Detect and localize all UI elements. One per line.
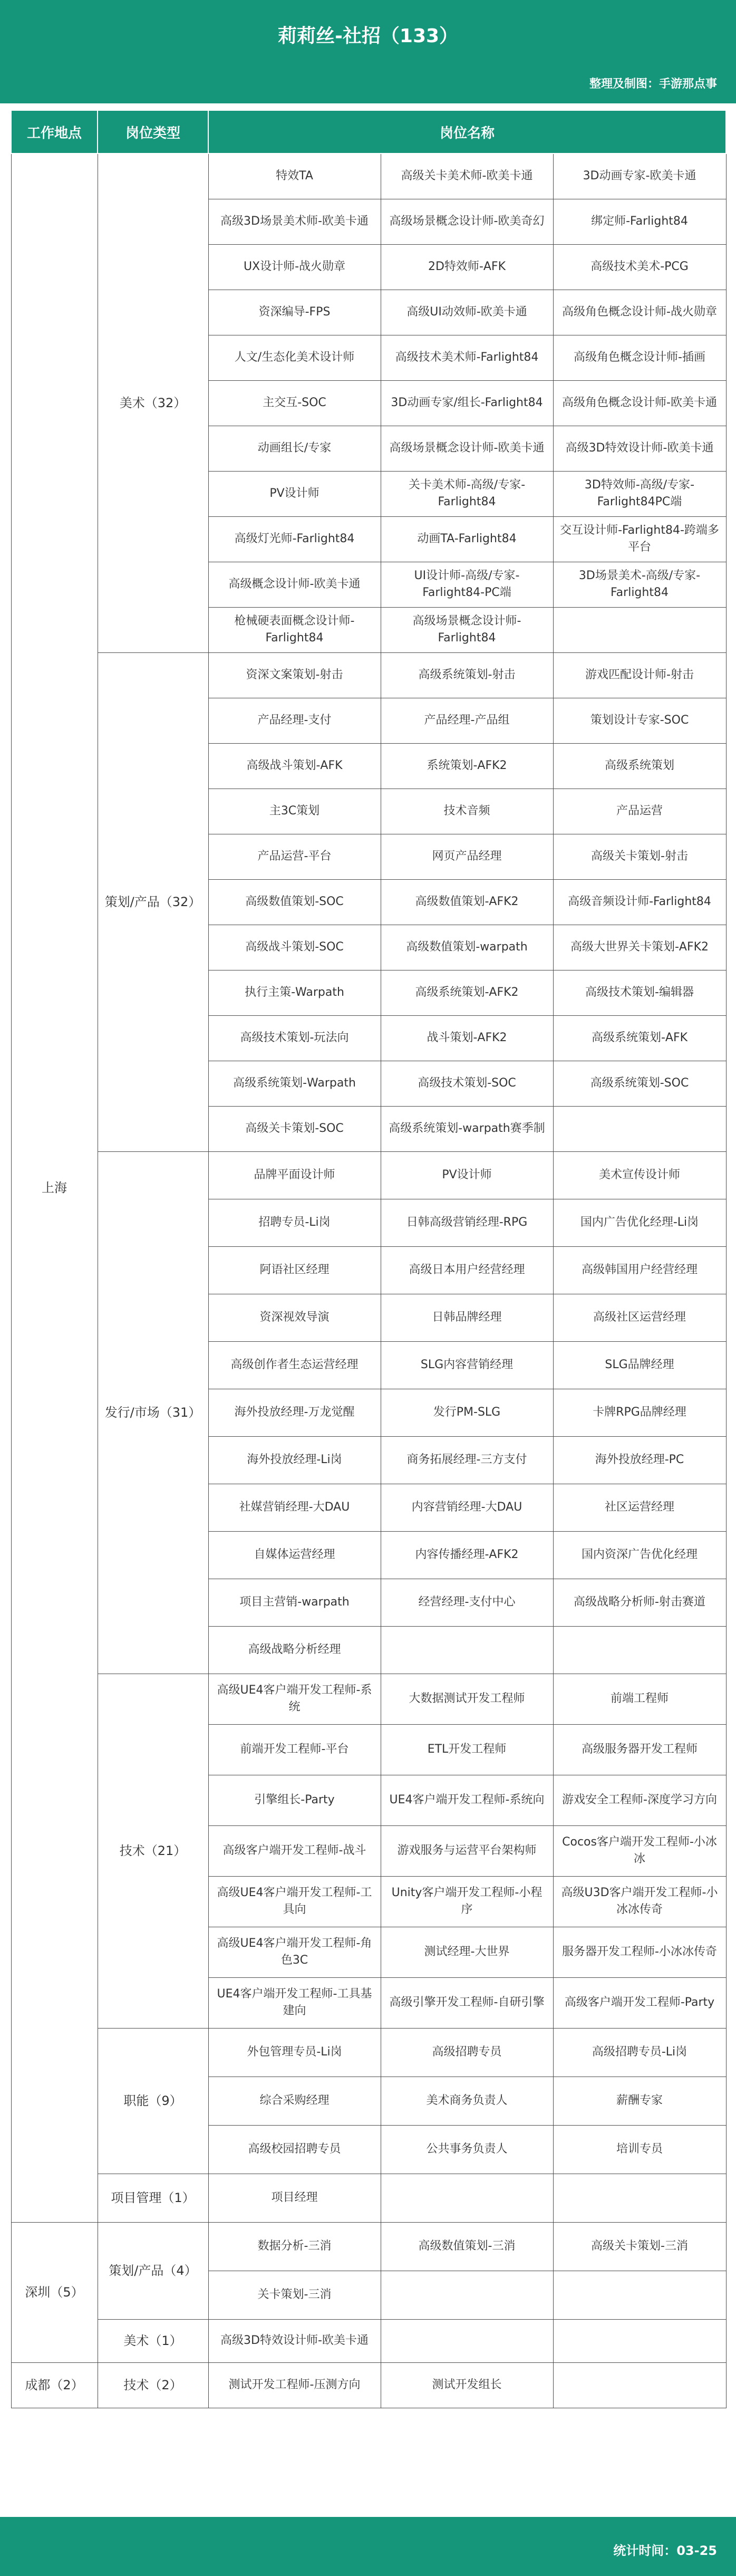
job-title-cell: 高级角色概念设计师-欧美卡通 <box>553 380 726 426</box>
job-title-cell: 高级战斗策划-SOC <box>208 925 381 970</box>
job-title-cell: 高级日本用户经营经理 <box>381 1246 553 1294</box>
job-title-cell: 高级关卡策划-SOC <box>208 1106 381 1151</box>
table-header-row <box>11 110 726 153</box>
job-title-cell: 高级系统策划-warpath赛季制 <box>381 1106 553 1151</box>
job-title-cell: 动画TA-Farlight84 <box>381 516 553 562</box>
job-title-cell: 测试开发组长 <box>381 2362 553 2408</box>
job-title-cell: 高级客户端开发工程师-战斗 <box>208 1825 381 1876</box>
job-title-cell: 内容传播经理-AFK2 <box>381 1531 553 1579</box>
job-title-cell: 高级场景概念设计师-Farlight84 <box>381 607 553 652</box>
job-title-cell: 项目主营销-warpath <box>208 1579 381 1626</box>
job-title-cell: 自媒体运营经理 <box>208 1531 381 1579</box>
job-title-cell: 产品经理-产品组 <box>381 698 553 743</box>
job-title-cell: 测试经理-大世界 <box>381 1927 553 1977</box>
job-title-cell: 游戏安全工程师-深度学习方向 <box>553 1775 726 1825</box>
job-title-cell: 国内资深广告优化经理 <box>553 1531 726 1579</box>
job-title-cell: 服务器开发工程师-小冰冰传奇 <box>553 1927 726 1977</box>
job-title-cell: 数据分析-三消 <box>208 2222 381 2271</box>
job-title-cell: 关卡美术师-高级/专家-Farlight84 <box>381 471 553 516</box>
job-title-cell: 招聘专员-Li岗 <box>208 1199 381 1246</box>
job-title-cell: 高级系统策划-SOC <box>553 1061 726 1106</box>
job-title-cell: 高级UI动效师-欧美卡通 <box>381 290 553 335</box>
job-title-cell: 游戏匹配设计师-射击 <box>553 652 726 698</box>
table-row <box>11 2174 726 2222</box>
job-title-cell: 高级系统策划-AFK2 <box>381 970 553 1015</box>
job-title-cell: 薪酬专家 <box>553 2077 726 2125</box>
job-title-cell: 资深编导-FPS <box>208 290 381 335</box>
job-title-cell: 高级社区运营经理 <box>553 1294 726 1341</box>
job-title-cell: SLG内容营销经理 <box>381 1341 553 1389</box>
job-title-cell: 高级数值策划-AFK2 <box>381 879 553 925</box>
job-title-cell: PV设计师 <box>208 471 381 516</box>
job-type-cell: 美术（1） <box>98 2319 208 2362</box>
job-title-cell: 前端工程师 <box>553 1674 726 1724</box>
job-title-cell: 项目经理 <box>208 2174 381 2222</box>
job-title-cell: 人文/生态化美术设计师 <box>208 335 381 380</box>
job-title-cell: 海外投放经理-PC <box>553 1436 726 1484</box>
job-title-cell: 高级系统策划 <box>553 743 726 789</box>
job-title-cell: SLG品牌经理 <box>553 1341 726 1389</box>
job-title-cell: 社区运营经理 <box>553 1484 726 1531</box>
job-title-cell: 主交互-SOC <box>208 380 381 426</box>
job-title-cell: 技术音频 <box>381 789 553 834</box>
job-title-cell: 高级战斗策划-AFK <box>208 743 381 789</box>
job-title-cell: 海外投放经理-Li岗 <box>208 1436 381 1484</box>
job-title-cell: 主3C策划 <box>208 789 381 834</box>
job-type-cell: 职能（9） <box>98 2028 208 2174</box>
job-title-cell: 策划设计专家-SOC <box>553 698 726 743</box>
job-title-cell: PV设计师 <box>381 1151 553 1199</box>
job-title-cell: 日韩品牌经理 <box>381 1294 553 1341</box>
column-header-location: 工作地点 <box>11 110 98 153</box>
job-title-cell: 高级U3D客户端开发工程师-小冰冰传奇 <box>553 1876 726 1927</box>
job-title-cell: 高级韩国用户经营经理 <box>553 1246 726 1294</box>
job-title-cell: 外包管理专员-Li岗 <box>208 2028 381 2077</box>
job-title-cell: 资深文案策划-射击 <box>208 652 381 698</box>
column-header-position: 岗位名称 <box>208 110 726 153</box>
job-title-cell: Cocos客户端开发工程师-小冰冰 <box>553 1825 726 1876</box>
jobs-table <box>11 110 727 2408</box>
job-title-cell: 培训专员 <box>553 2125 726 2174</box>
location-cell: 上海 <box>11 153 98 2222</box>
column-header-type: 岗位类型 <box>98 110 208 153</box>
job-title-cell: 美术商务负责人 <box>381 2077 553 2125</box>
job-title-cell: 战斗策划-AFK2 <box>381 1015 553 1061</box>
job-title-cell: 高级校园招聘专员 <box>208 2125 381 2174</box>
job-title-cell <box>381 2174 553 2222</box>
table-row <box>11 2319 726 2362</box>
job-title-cell: 引擎组长-Party <box>208 1775 381 1825</box>
job-title-cell: 高级技术策划-编辑器 <box>553 970 726 1015</box>
job-title-cell: 游戏服务与运营平台架构师 <box>381 1825 553 1876</box>
job-title-cell <box>553 2362 726 2408</box>
job-title-cell: 高级技术美术师-Farlight84 <box>381 335 553 380</box>
job-title-cell: 高级数值策划-warpath <box>381 925 553 970</box>
job-title-cell: 产品经理-支付 <box>208 698 381 743</box>
job-title-cell: 前端开发工程师-平台 <box>208 1724 381 1775</box>
job-title-cell: 高级角色概念设计师-插画 <box>553 335 726 380</box>
job-title-cell: 日韩高级营销经理-RPG <box>381 1199 553 1246</box>
job-title-cell <box>381 2319 553 2362</box>
job-title-cell: 品牌平面设计师 <box>208 1151 381 1199</box>
table-body <box>11 153 726 2408</box>
job-title-cell <box>553 2174 726 2222</box>
job-title-cell: 高级招聘专员 <box>381 2028 553 2077</box>
stat-time: 统计时间：03-25 <box>613 2543 717 2558</box>
job-title-cell: 高级关卡策划-三消 <box>553 2222 726 2271</box>
job-title-cell: Unity客户端开发工程师-小程序 <box>381 1876 553 1927</box>
credit-line: 整理及制图：手游那点事 <box>589 78 717 91</box>
job-title-cell: 交互设计师-Farlight84-跨端多平台 <box>553 516 726 562</box>
job-title-cell: 高级数值策划-三消 <box>381 2222 553 2271</box>
job-title-cell: 高级战略分析经理 <box>208 1626 381 1674</box>
job-title-cell: 产品运营-平台 <box>208 834 381 879</box>
job-title-cell: 高级3D特效设计师-欧美卡通 <box>553 426 726 471</box>
job-title-cell: 高级数值策划-SOC <box>208 879 381 925</box>
job-title-cell: UX设计师-战火勋章 <box>208 244 381 290</box>
job-title-cell: 高级系统策划-AFK <box>553 1015 726 1061</box>
job-title-cell: 高级3D特效设计师-欧美卡通 <box>208 2319 381 2362</box>
job-title-cell: 特效TA <box>208 153 381 199</box>
job-title-cell: 高级场景概念设计师-欧美卡通 <box>381 426 553 471</box>
job-title-cell: 高级大世界关卡策划-AFK2 <box>553 925 726 970</box>
job-title-cell: 高级场景概念设计师-欧美奇幻 <box>381 199 553 244</box>
job-title-cell: 3D场景美术-高级/专家-Farlight84 <box>553 562 726 607</box>
job-title-cell <box>553 2271 726 2319</box>
job-title-cell: 资深视效导演 <box>208 1294 381 1341</box>
job-title-cell: 高级关卡策划-射击 <box>553 834 726 879</box>
job-title-cell: 网页产品经理 <box>381 834 553 879</box>
job-title-cell: 执行主策-Warpath <box>208 970 381 1015</box>
job-title-cell: 3D动画专家-欧美卡通 <box>553 153 726 199</box>
table-row <box>11 1674 726 1724</box>
table-row <box>11 652 726 698</box>
job-title-cell <box>553 2319 726 2362</box>
job-title-cell: 卡牌RPG品牌经理 <box>553 1389 726 1436</box>
job-title-cell: 高级引擎开发工程师-自研引擎 <box>381 1977 553 2028</box>
job-title-cell: 高级角色概念设计师-战火勋章 <box>553 290 726 335</box>
job-title-cell: 美术宣传设计师 <box>553 1151 726 1199</box>
job-title-cell <box>553 607 726 652</box>
job-title-cell: 高级关卡美术师-欧美卡通 <box>381 153 553 199</box>
job-title-cell <box>553 1106 726 1151</box>
job-title-cell <box>381 2271 553 2319</box>
job-title-cell <box>381 1626 553 1674</box>
job-title-cell: 内容营销经理-大DAU <box>381 1484 553 1531</box>
table-row <box>11 1151 726 1199</box>
location-cell: 成都（2） <box>11 2362 98 2408</box>
job-title-cell: 高级UE4客户端开发工程师-角色3C <box>208 1927 381 1977</box>
job-title-cell: ETL开发工程师 <box>381 1724 553 1775</box>
table-row <box>11 2028 726 2077</box>
job-title-cell: UE4客户端开发工程师-系统向 <box>381 1775 553 1825</box>
job-title-cell: 社媒营销经理-大DAU <box>208 1484 381 1531</box>
job-type-cell: 发行/市场（31） <box>98 1151 208 1674</box>
job-type-cell: 技术（2） <box>98 2362 208 2408</box>
location-cell: 深圳（5） <box>11 2222 98 2362</box>
job-type-cell: 策划/产品（32） <box>98 652 208 1151</box>
job-title-cell: 高级招聘专员-Li岗 <box>553 2028 726 2077</box>
job-title-cell: 高级音频设计师-Farlight84 <box>553 879 726 925</box>
job-title-cell: 高级概念设计师-欧美卡通 <box>208 562 381 607</box>
table-row <box>11 153 726 199</box>
job-type-cell: 项目管理（1） <box>98 2174 208 2222</box>
job-title-cell: 高级创作者生态运营经理 <box>208 1341 381 1389</box>
job-title-cell: 高级技术策划-玩法向 <box>208 1015 381 1061</box>
job-title-cell: 高级UE4客户端开发工程师-工具向 <box>208 1876 381 1927</box>
job-title-cell: 枪械硬表面概念设计师-Farlight84 <box>208 607 381 652</box>
job-title-cell: 绑定师-Farlight84 <box>553 199 726 244</box>
job-title-cell <box>553 1626 726 1674</box>
job-title-cell: 高级UE4客户端开发工程师-系统 <box>208 1674 381 1724</box>
job-title-cell: UE4客户端开发工程师-工具基建向 <box>208 1977 381 2028</box>
job-title-cell: 高级客户端开发工程师-Party <box>553 1977 726 2028</box>
page-title: 莉莉丝-社招（133） <box>277 25 459 47</box>
table-row <box>11 2362 726 2408</box>
job-title-cell: 高级技术策划-SOC <box>381 1061 553 1106</box>
job-title-cell: 2D特效师-AFK <box>381 244 553 290</box>
job-title-cell: 发行PM-SLG <box>381 1389 553 1436</box>
job-title-cell: 海外投放经理-万龙觉醒 <box>208 1389 381 1436</box>
job-title-cell: 高级系统策划-射击 <box>381 652 553 698</box>
job-title-cell: 产品运营 <box>553 789 726 834</box>
job-title-cell: 高级系统策划-Warpath <box>208 1061 381 1106</box>
job-title-cell: 3D特效师-高级/专家-Farlight84PC端 <box>553 471 726 516</box>
job-title-cell: 系统策划-AFK2 <box>381 743 553 789</box>
job-title-cell: 大数据测试开发工程师 <box>381 1674 553 1724</box>
job-title-cell: 高级3D场景美术师-欧美卡通 <box>208 199 381 244</box>
job-title-cell: 综合采购经理 <box>208 2077 381 2125</box>
job-title-cell: 高级战略分析师-射击赛道 <box>553 1579 726 1626</box>
job-title-cell: 阿语社区经理 <box>208 1246 381 1294</box>
job-title-cell: 商务拓展经理-三方支付 <box>381 1436 553 1484</box>
job-title-cell: 经营经理-支付中心 <box>381 1579 553 1626</box>
job-title-cell: 关卡策划-三消 <box>208 2271 381 2319</box>
job-title-cell: 高级服务器开发工程师 <box>553 1724 726 1775</box>
job-type-cell: 策划/产品（4） <box>98 2222 208 2319</box>
job-title-cell: 3D动画专家/组长-Farlight84 <box>381 380 553 426</box>
job-title-cell: 公共事务负责人 <box>381 2125 553 2174</box>
table-row <box>11 2222 726 2271</box>
job-type-cell: 技术（21） <box>98 1674 208 2028</box>
job-type-cell: 美术（32） <box>98 153 208 652</box>
job-title-cell: 高级灯光师-Farlight84 <box>208 516 381 562</box>
job-title-cell: UI设计师-高级/专家-Farlight84-PC端 <box>381 562 553 607</box>
job-title-cell: 动画组长/专家 <box>208 426 381 471</box>
job-title-cell: 国内广告优化经理-Li岗 <box>553 1199 726 1246</box>
job-title-cell: 测试开发工程师-压测方向 <box>208 2362 381 2408</box>
job-title-cell: 高级技术美术-PCG <box>553 244 726 290</box>
